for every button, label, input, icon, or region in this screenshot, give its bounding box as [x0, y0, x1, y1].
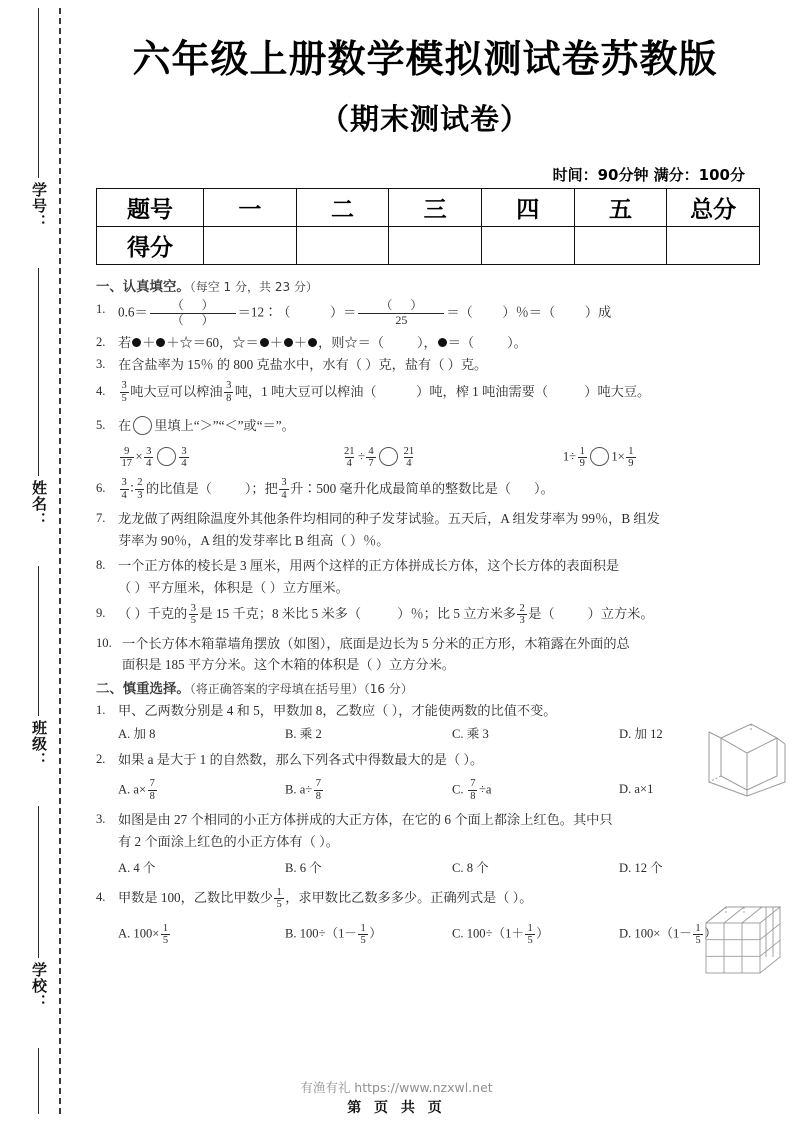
s2-q4-opta-fraction: $\frac{1}{5}$ — [162, 922, 169, 946]
margin-label-xuexiao: 学校： — [30, 962, 48, 1010]
s2-q2-option-c[interactable]: C. $\frac{7}{8}$ ÷a — [452, 778, 492, 802]
s1-q5-cmp0-left: $\frac{9}{17}$ — [121, 445, 132, 469]
section-1-heading — [96, 281, 786, 294]
s2-q4-optd-fraction: $\frac{1}{5}$ — [695, 922, 701, 946]
s1-q5-cmp1-mid: $\frac{4}{7}$ — [368, 445, 374, 469]
s1-question-9 — [96, 603, 786, 627]
exam-meta: 时间：90分钟 满分：100分 — [552, 166, 745, 184]
s1-q6-e: ）。 — [534, 480, 554, 496]
s1-q9-blank-1[interactable] — [361, 606, 397, 621]
s1-q5-cmp1-op: ÷ — [357, 449, 365, 464]
s2-question-1 — [96, 700, 786, 721]
s1-q2-f: ，则☆＝（ — [318, 335, 384, 350]
s1-q9-fraction-1: $\frac{3}{5}$ — [190, 602, 196, 626]
s1-q1-a: 0.6＝ — [118, 304, 148, 320]
s1-q9-e: ）立方米。 — [587, 605, 654, 621]
s1-q5-cmp-1 — [340, 446, 562, 470]
s2-q3-options — [96, 858, 786, 878]
s1-q1-blank-cheng[interactable] — [555, 305, 585, 320]
margin-rule-4 — [38, 806, 39, 958]
s2-q1-option-a[interactable]: A. 加 8 — [118, 727, 156, 742]
s1-q5-cmp0-right: $\frac{3}{4}$ — [181, 445, 187, 469]
s1-q4-blank-2[interactable] — [548, 384, 584, 399]
s1-q6-a: ∶ — [130, 480, 134, 496]
score-table — [96, 188, 760, 265]
s1-q9-c: ）％；比 5 立方米多 — [397, 605, 516, 621]
s1-q5-comparison-row — [96, 446, 786, 470]
s1-q8-number: 8. — [96, 558, 106, 573]
s1-q6-d: 升∶500 毫升化成最简单的整数比是（ — [290, 480, 511, 496]
section-1-points: （每空 1 分，共 23 分） — [189, 280, 318, 294]
score-table-col-1: 二 — [296, 189, 389, 227]
s1-q5-cmp2-mid: $\frac{1}{9}$ — [579, 445, 585, 469]
s1-q9-fraction-2: $\frac{2}{3}$ — [519, 602, 525, 626]
comparison-circle-icon[interactable] — [590, 447, 609, 466]
filled-circle-icon — [438, 338, 447, 347]
s1-q7-line-2: 芽率为 90％，A 组的发芽率比 B 组高（ ）％。 — [118, 532, 390, 548]
s1-q5-cmp0-mid: $\frac{3}{4}$ — [146, 445, 152, 469]
score-table-row-label-0: 题号 — [97, 189, 204, 227]
s1-q6-fraction-2: $\frac{2}{3}$ — [137, 477, 143, 501]
filled-circle-icon — [156, 338, 165, 347]
s1-q7-line-1: 龙龙做了两组除温度外其他条件均相同的种子发芽试验。五天后，A 组发芽率为 99％，B 组发 — [118, 511, 660, 527]
s2-q3-option-a[interactable]: A. 4 个 — [118, 861, 156, 876]
s1-q1-number: 1. — [96, 302, 106, 317]
s2-question-2 — [96, 749, 786, 770]
section-2-title: 二、慎重选择。 — [96, 681, 190, 697]
s2-q1-option-c[interactable]: C. 乘 3 — [452, 727, 489, 742]
s2-q3-line-2: 有 2 个面涂上红色的小正方体有（ ）。 — [118, 833, 339, 849]
s1-q6-c: ）；把 — [244, 480, 278, 496]
s1-question-6 — [96, 478, 786, 502]
s1-question-7 — [96, 508, 786, 551]
s1-q2-i: ）。 — [507, 335, 527, 350]
s2-q3-option-b[interactable]: B. 6 个 — [285, 861, 322, 876]
score-cell-1[interactable] — [296, 227, 389, 265]
s1-q9-blank-2[interactable] — [555, 606, 588, 621]
s1-q2-c: ＋☆＝60，☆＝ — [166, 335, 259, 350]
s2-q2-option-d[interactable]: D. a×1 — [619, 781, 654, 796]
comparison-circle-icon[interactable] — [133, 416, 152, 435]
s1-q6-number: 6. — [96, 480, 106, 495]
fold-dashed-line — [59, 8, 61, 1114]
score-cell-5[interactable] — [667, 227, 760, 265]
s2-q2-optc-fraction: $\frac{7}{8}$ — [470, 778, 476, 802]
s1-q3-text: 在含盐率为 15％ 的 800 克盐水中，水有（ ）克，盐有（ ）克。 — [118, 357, 488, 373]
s1-q9-number: 9. — [96, 605, 106, 620]
s2-q1-option-b[interactable]: B. 乘 2 — [285, 727, 322, 742]
s2-q3-option-c[interactable]: C. 8 个 — [452, 861, 489, 876]
score-cell-2[interactable] — [389, 227, 482, 265]
score-cell-0[interactable] — [204, 227, 297, 265]
table-row-header — [97, 189, 760, 227]
s2-q4-option-c[interactable]: C. 100÷（1＋ $\frac{1}{5}$ ） — [452, 922, 549, 946]
s2-q3-number: 3. — [96, 812, 106, 827]
margin-rule-1 — [38, 8, 39, 178]
s1-q6-blank-2[interactable] — [511, 481, 534, 496]
s2-q1-option-d[interactable]: D. 加 12 — [619, 727, 663, 742]
s1-q5-lead-a: 在 — [118, 417, 132, 433]
s1-question-2 — [96, 332, 786, 353]
section-2-heading — [96, 683, 786, 696]
section-1-title: 一、认真填空。 — [96, 280, 190, 295]
s1-q6-fraction-3: $\frac{3}{4}$ — [281, 477, 287, 501]
s1-q5-cmp2-whole: 1 — [562, 449, 570, 464]
score-table-row-label-1: 得分 — [97, 227, 204, 265]
s2-q2-option-b[interactable]: B. a÷ $\frac{7}{8}$ — [285, 778, 321, 802]
s1-question-1 — [96, 299, 786, 328]
s2-q1-number: 1. — [96, 702, 106, 717]
s1-q4-blank-1[interactable] — [377, 384, 417, 399]
section-2-points: （将正确答案的字母填在括号里）（16 分） — [189, 681, 413, 696]
s1-question-3 — [96, 354, 786, 375]
s1-q9-a: （ ）千克的 — [118, 605, 188, 621]
s1-q5-cmp2-rwhole: 1 — [611, 449, 618, 464]
s2-q3-line-1: 如图是由 27 个相同的小正方体拼成的大正方体，在它的 6 个面上都涂上红色。其中只 — [118, 812, 613, 828]
s2-q2-option-a[interactable]: A. a× $\frac{7}{8}$ — [118, 778, 155, 802]
s1-q4-d: ）吨大豆。 — [584, 383, 651, 399]
s1-question-10 — [96, 633, 786, 676]
margin-rule-3 — [38, 566, 39, 716]
filled-circle-icon — [132, 338, 141, 347]
s1-q5-cmp0-op: × — [135, 449, 143, 464]
s1-q1-blank-ratio[interactable] — [290, 305, 330, 320]
s1-q8-line-1: 一个正方体的棱长是 3 厘米，用两个这样的正方体拼成长方体，这个长方体的表面积是 — [118, 558, 620, 574]
s2-q1-options — [96, 724, 786, 744]
s1-q9-d: 是（ — [528, 605, 555, 621]
s1-q6-fraction-1: $\frac{3}{4}$ — [121, 477, 127, 501]
score-table-col-5: 总分 — [667, 189, 760, 227]
s1-q2-d: ＋ — [269, 335, 283, 350]
s1-question-5 — [96, 415, 786, 436]
s1-q9-b: 是 15 千克；8 米比 5 米多（ — [199, 605, 362, 621]
s1-q1-b: ＝12∶（ — [237, 304, 291, 320]
s1-q4-c: ）吨，榨 1 吨油需要（ — [416, 383, 549, 399]
s2-q4-number: 4. — [96, 890, 106, 905]
exam-body — [96, 281, 786, 949]
margin-label-xingming: 姓名： — [30, 480, 48, 528]
s2-q4-options — [96, 923, 786, 947]
table-row-scores — [97, 227, 760, 265]
s2-q1-text: 甲、乙两数分别是 4 和 5，甲数加 8，乙数应（ ），才能使两数的比值不变。 — [118, 702, 557, 718]
s1-q5-number: 5. — [96, 417, 106, 432]
s1-q5-cmp1-left: $\frac{21}{4}$ — [343, 445, 355, 469]
score-table-col-2: 三 — [389, 189, 482, 227]
s1-question-8 — [96, 555, 786, 598]
page-subtitle: （期末测试卷） — [319, 102, 530, 136]
s2-q3-option-d[interactable]: D. 12 个 — [619, 861, 663, 876]
s1-q5-cmp-0 — [118, 446, 340, 470]
s1-q2-b: ＋ — [142, 335, 156, 350]
s1-q4-number: 4. — [96, 383, 106, 398]
score-table-col-0: 一 — [204, 189, 297, 227]
s2-q2-number: 2. — [96, 752, 106, 767]
s1-q2-e: ＋ — [293, 335, 308, 350]
s1-q8-line-2: （ ）平方厘米，体积是（ ）立方厘米。 — [118, 579, 349, 595]
s1-q1-e: ）％＝（ — [502, 304, 556, 320]
s1-q2-g: ）， — [416, 335, 437, 350]
filled-circle-icon — [308, 338, 317, 347]
s1-q1-den25: 25 — [358, 313, 444, 328]
s1-q1-fraction-25[interactable]: $\frac{( )}{25}$ — [358, 299, 444, 328]
s1-q2-blank-star[interactable] — [384, 335, 417, 350]
s1-q1-d: ＝（ — [446, 304, 473, 320]
watermark: 有渔有礼 https://www.nzxwl.net — [300, 1080, 493, 1095]
s2-q4-option-b[interactable]: B. 100÷（1－ $\frac{1}{5}$ ） — [285, 922, 382, 946]
s1-q1-f: ）成 — [584, 304, 612, 320]
s1-q5-cmp-2 — [563, 446, 785, 470]
s1-q1-c: ）＝ — [329, 304, 357, 320]
s2-q4-optc-fraction: $\frac{1}{5}$ — [527, 922, 533, 946]
s1-q10-number: 10. — [96, 635, 112, 650]
s2-q2-text: 如果 a 是大于 1 的自然数，那么下列各式中得数最大的是（ ）。 — [118, 752, 484, 768]
s2-q4-option-a[interactable]: A. 100× $\frac{1}{5}$ — [118, 922, 169, 946]
s1-q4-b: 吨，1 吨大豆可以榨油（ — [234, 383, 377, 399]
score-cell-4[interactable] — [574, 227, 667, 265]
s2-q2-optb-fraction: $\frac{7}{8}$ — [315, 778, 321, 802]
s2-question-3 — [96, 809, 786, 852]
s2-question-4 — [96, 887, 786, 911]
s1-q4-fraction-1: $\frac{3}{5}$ — [121, 380, 127, 404]
s1-q2-h: ＝（ — [447, 335, 475, 350]
s2-q4-a: 甲数是 100，乙数比甲数少 — [118, 890, 273, 906]
s2-q4-optb-fraction: $\frac{1}{5}$ — [360, 922, 366, 946]
s1-q2-a: 若 — [118, 335, 132, 350]
rectangular-prism-figure — [703, 716, 787, 803]
cube-27-figure — [702, 901, 784, 982]
s2-q4-option-d[interactable]: D. 100×（1－ $\frac{1}{5}$ ） — [619, 922, 717, 946]
page-footer: 第 页 共 页 — [347, 1100, 446, 1116]
s1-q2-number: 2. — [96, 335, 106, 349]
s1-q4-fraction-2: $\frac{3}{8}$ — [226, 380, 232, 404]
margin-label-banji: 班级： — [30, 720, 48, 768]
comparison-circle-icon[interactable] — [157, 447, 176, 466]
s1-q1-blank-fraction[interactable]: $\frac{( )}{( )}$ — [150, 299, 236, 328]
s1-q5-cmp1-right: $\frac{21}{4}$ — [403, 445, 415, 469]
s2-q2-opta-fraction: $\frac{7}{8}$ — [149, 778, 155, 802]
s1-q4-a: 吨大豆可以榨油 — [130, 383, 223, 399]
score-cell-3[interactable] — [481, 227, 574, 265]
score-table-col-4: 五 — [574, 189, 667, 227]
s1-q1-blank-percent[interactable] — [473, 305, 503, 320]
score-table-col-3: 四 — [481, 189, 574, 227]
s1-q7-number: 7. — [96, 511, 106, 526]
s1-q5-cmp2-rop: × — [617, 449, 625, 464]
s1-q10-line-2: 面积是 185 平方分米。这个木箱的体积是（ ）立方分米。 — [122, 657, 455, 673]
comparison-circle-icon[interactable] — [379, 447, 398, 466]
s1-q5-cmp2-right: $\frac{1}{9}$ — [628, 445, 634, 469]
s1-q10-line-1: 一个长方体木箱靠墙角摆放（如图），底面是边长为 5 分米的正方形，木箱露在外面的总 — [122, 635, 630, 651]
s2-q4-fraction: $\frac{1}{5}$ — [276, 887, 282, 911]
s1-question-4 — [96, 381, 786, 405]
s1-q6-b: 的比值是（ — [145, 480, 212, 496]
s2-q4-b: ，求甲数比乙数多多少。正确列式是（ ）。 — [285, 890, 533, 906]
page-title: 六年级上册数学模拟测试卷苏教版 — [132, 37, 718, 81]
s1-q6-blank-1[interactable] — [212, 481, 245, 496]
margin-label-xuehao: 学号： — [30, 182, 48, 230]
filled-circle-icon — [284, 338, 293, 347]
s1-q2-blank-circle[interactable] — [474, 335, 507, 350]
s1-q3-number: 3. — [96, 357, 106, 372]
s2-q2-options — [96, 779, 786, 803]
margin-rule-2 — [38, 268, 39, 476]
filled-circle-icon — [260, 338, 269, 347]
s1-q5-cmp2-op: ÷ — [569, 449, 577, 464]
s1-q5-lead-b: 里填上“＞”“＜”或“＝”。 — [154, 417, 295, 433]
